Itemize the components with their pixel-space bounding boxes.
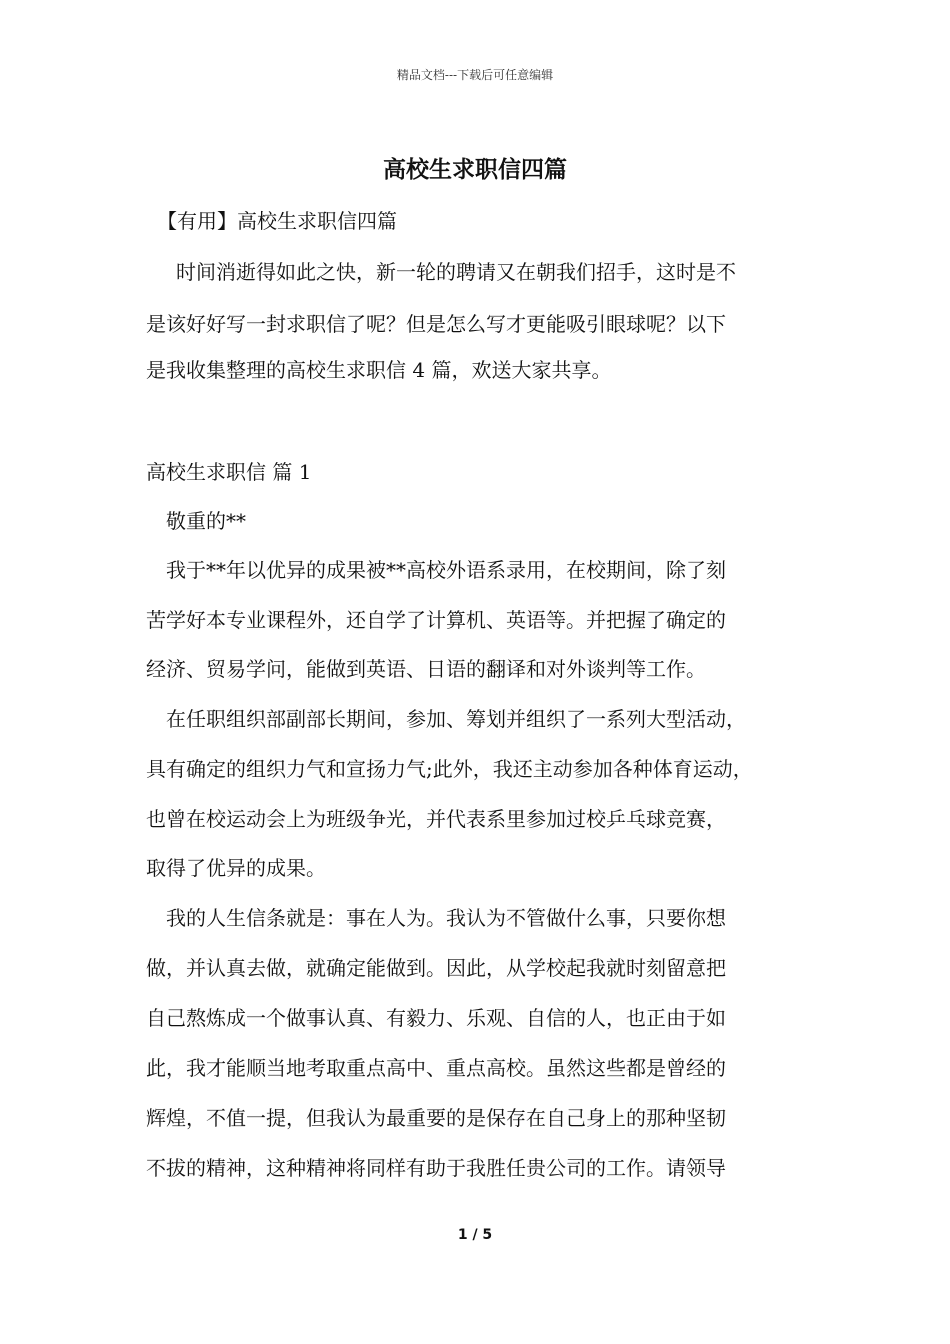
paragraph-line: 不拔的精神，这种精神将同样有助于我胜任贵公司的工作。请领导 xyxy=(146,1156,726,1180)
paragraph-line: 具有确定的组织力气和宣扬力气;此外，我还主动参加各种体育运动， xyxy=(146,757,753,781)
paragraph-line: 也曾在校运动会上为班级争光，并代表系里参加过校乒乓球竞赛， xyxy=(146,807,726,831)
page-number: 1 / 5 xyxy=(457,1227,493,1243)
paragraph-line: 做，并认真去做，就确定能做到。因此，从学校起我就时刻留意把 xyxy=(146,956,726,980)
intro-line: 是我收集整理的高校生求职信 4 篇，欢送大家共享。 xyxy=(146,358,612,382)
intro-line: 时间消逝得如此之快，新一轮的聘请又在朝我们招手，这时是不 xyxy=(176,260,736,284)
paragraph-line: 辉煌，不值一提，但我认为最重要的是保存在自己身上的那种坚韧 xyxy=(146,1106,726,1130)
paragraph-line: 在任职组织部副部长期间，参加、筹划并组织了一系列大型活动， xyxy=(166,707,746,731)
intro-line: 是该好好写一封求职信了呢？但是怎么写才更能吸引眼球呢？以下 xyxy=(146,312,726,336)
document-subtitle: 【有用】高校生求职信四篇 xyxy=(157,209,397,233)
section-heading: 高校生求职信 篇 1 xyxy=(146,460,312,484)
paragraph-line: 此，我才能顺当地考取重点高中、重点高校。虽然这些都是曾经的 xyxy=(146,1056,726,1080)
header-note: 精品文档---下载后可任意编辑 xyxy=(396,68,554,82)
paragraph-line: 我的人生信条就是：事在人为。我认为不管做什么事，只要你想 xyxy=(166,906,726,930)
document-title: 高校生求职信四篇 xyxy=(383,156,567,183)
paragraph-line: 苦学好本专业课程外，还自学了计算机、英语等。并把握了确定的 xyxy=(146,608,726,632)
paragraph-line: 经济、贸易学问，能做到英语、日语的翻译和对外谈判等工作。 xyxy=(146,657,706,681)
paragraph-line: 自己熬炼成一个做事认真、有毅力、乐观、自信的人，也正由于如 xyxy=(146,1006,726,1030)
salutation: 敬重的** xyxy=(166,509,246,533)
paragraph-line: 取得了优异的成果。 xyxy=(146,856,326,880)
paragraph-line: 我于**年以优异的成果被**高校外语系录用，在校期间，除了刻 xyxy=(166,558,726,582)
